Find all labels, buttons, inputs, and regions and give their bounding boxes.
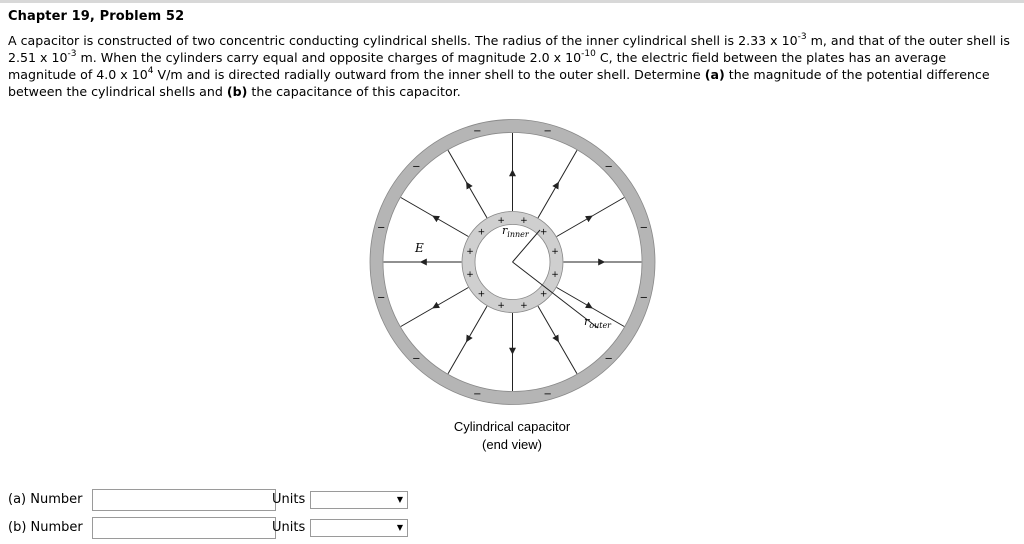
r-inner-label: $r_{inner}$ [502, 224, 529, 239]
negative-charge: − [543, 388, 552, 400]
part-b-number-label: (b) Number [8, 520, 83, 535]
negative-charge: − [473, 126, 482, 138]
exponent-4: 4 [147, 65, 154, 76]
problem-text-3: m. When the cylinders carry equal and opposite charges of magnitude 2.0 x 10 [76, 50, 582, 65]
part-b-marker: (b) [226, 84, 248, 99]
exponent-3: -10 [581, 48, 596, 59]
field-arrow [556, 182, 559, 187]
positive-charge: + [539, 227, 548, 238]
negative-charge: − [639, 222, 649, 234]
capacitor-diagram [360, 112, 665, 412]
problem-text-7: the capacitance of this capacitor. [247, 84, 461, 99]
problem-text-5: V/m and is directed radially outward from the inner shell to the outer shell. Determine [153, 67, 705, 82]
caption-line-2: (end view) [482, 437, 542, 452]
figure-caption [412, 418, 612, 454]
part-b-units-select[interactable] [310, 519, 408, 537]
problem-text-2: m, and that of the outer shell is 2.51 x 10 [8, 33, 1010, 65]
r-outer-label: $r_{outer}$ [584, 315, 612, 330]
positive-charge: + [520, 215, 528, 226]
problem-statement [8, 32, 1018, 100]
exponent-2: -3 [67, 48, 77, 59]
positive-charge: + [466, 247, 474, 258]
negative-charge: − [543, 126, 552, 138]
field-arrow [433, 305, 438, 308]
field-arrow [433, 216, 438, 219]
dropdown-arrow-icon: ▼ [396, 523, 403, 532]
negative-charge: − [604, 161, 613, 173]
positive-charge: + [520, 301, 528, 312]
field-label-e: E [415, 241, 424, 255]
dropdown-arrow-icon: ▼ [396, 495, 403, 504]
negative-charge: − [376, 222, 386, 234]
part-a-units-select[interactable] [310, 491, 408, 509]
negative-charge: − [412, 161, 421, 173]
top-divider [0, 0, 1024, 3]
negative-charge: − [639, 292, 649, 304]
field-arrow [467, 182, 470, 187]
positive-charge: + [477, 289, 486, 300]
caption-line-1: Cylindrical capacitor [453, 419, 571, 434]
field-arrow [587, 216, 592, 219]
problem-text-1: A capacitor is constructed of two concentric conducting cylindrical shells. The radius of the inner cylindrical shell is 2.33 x 10 [8, 33, 798, 48]
negative-charge: − [412, 353, 421, 365]
exponent-1: -3 [797, 31, 807, 42]
positive-charge: + [551, 247, 559, 258]
problem-text-6: the magnitude of the potential difference between the cylindrical shells and [8, 67, 990, 99]
positive-charge: + [539, 289, 548, 300]
part-b-number-input[interactable] [92, 517, 276, 539]
positive-charge: + [497, 215, 505, 226]
field-arrow [467, 336, 470, 341]
positive-charge: + [497, 301, 505, 312]
positive-charge: + [466, 269, 474, 280]
capacitor-figure [360, 112, 665, 412]
field-arrow [587, 305, 592, 308]
part-a-number-input[interactable] [92, 489, 276, 511]
part-a-units-label: Units [272, 492, 306, 507]
part-a-number-label: (a) Number [8, 492, 83, 507]
negative-charge: − [604, 353, 613, 365]
positive-charge: + [551, 269, 559, 280]
positive-charge: + [477, 227, 486, 238]
page-title: Chapter 19, Problem 52 [8, 9, 185, 24]
negative-charge: − [376, 292, 386, 304]
negative-charge: − [473, 388, 482, 400]
part-a-marker: (a) [704, 67, 725, 82]
part-b-units-label: Units [272, 520, 306, 535]
field-arrow [556, 336, 559, 341]
problem-text-4: C, the electric field between the plates has an average magnitude of 4.0 x 10 [8, 50, 947, 82]
